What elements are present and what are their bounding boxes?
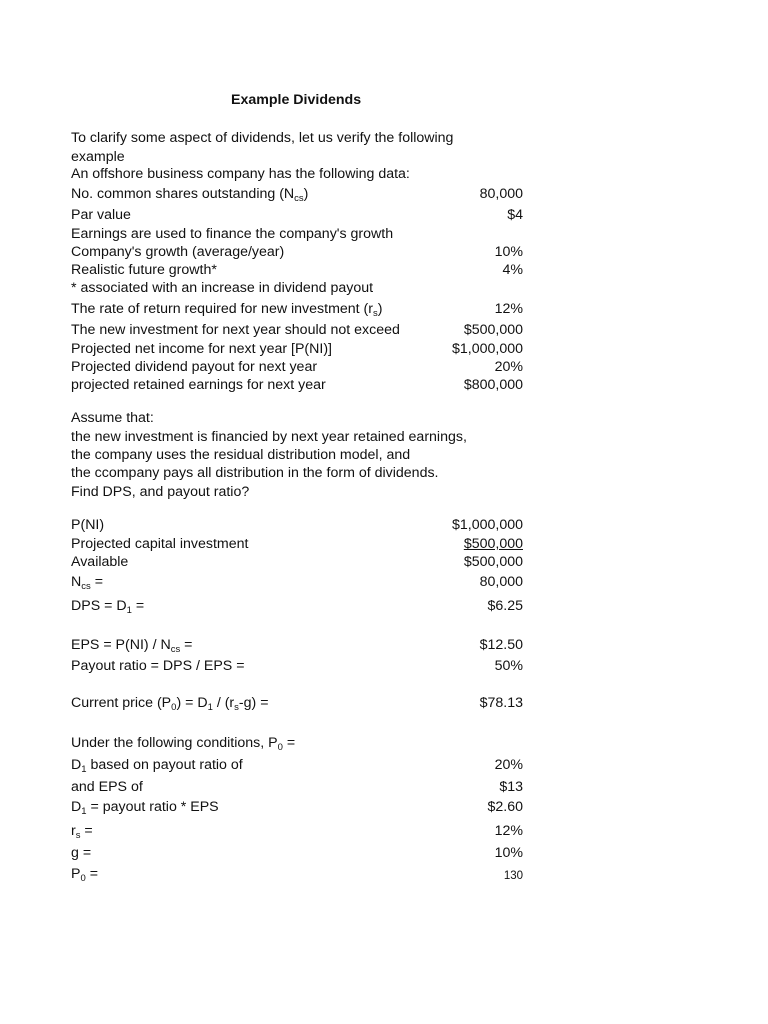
assume-line-4: the ccompany pays all distribution in the form of dividends.: [71, 465, 439, 481]
investment-value: $500,000: [463, 322, 523, 338]
rate-value: 12%: [494, 301, 523, 317]
ncs-label: $N_{cs}$ =: [71, 574, 103, 592]
future-growth-row: [71, 261, 523, 279]
rs-label: $r_s$ =: [71, 823, 93, 841]
shares-label: No. common shares outstanding $(N_{cs})$: [71, 186, 309, 204]
g-row: [71, 844, 523, 862]
growth-label: Company's growth (average/year): [71, 244, 285, 260]
rs-row: [71, 822, 523, 840]
d1-formula-label: $D_1$ = payout ratio * EPS: [71, 799, 219, 817]
future-growth-value: 4%: [502, 262, 523, 278]
d1-payout-row: [71, 756, 523, 774]
investment-row: [71, 321, 523, 339]
intro-line-3: An offshore business company has the following data:: [71, 166, 410, 182]
ncs-value: 80,000: [479, 574, 523, 590]
growth-row: [71, 243, 523, 261]
d1-formula-row: [71, 798, 523, 816]
eps-row: [71, 636, 523, 654]
payout-value: 20%: [494, 359, 523, 375]
shares-value: 80,000: [479, 186, 523, 202]
d1-payout-value: 20%: [494, 757, 523, 773]
net-income-value: $1,000,000: [451, 341, 523, 357]
rate-row: [71, 300, 523, 318]
current-price-row: [71, 694, 523, 712]
available-label: Available: [71, 554, 129, 570]
available-row: [71, 553, 523, 571]
payout-ratio-label: Payout ratio = DPS / EPS =: [71, 658, 245, 674]
pni-row: [71, 516, 523, 534]
payout-label: Projected dividend payout for next year: [71, 359, 318, 375]
investment-label: The new investment for next year should not exceed: [71, 322, 400, 338]
shares-row: [71, 185, 523, 203]
d1-formula-value: $2.60: [487, 799, 523, 815]
earnings-note: Earnings are used to finance the company's growth: [71, 226, 394, 242]
g-value: 10%: [494, 845, 523, 861]
rate-label: The rate of return required for new investment $(r_s)$: [71, 301, 383, 319]
available-value: $500,000: [463, 554, 523, 570]
assume-line-5: Find DPS, and payout ratio?: [71, 484, 250, 500]
intro-line-2: example: [71, 149, 125, 165]
intro-line-1: To clarify some aspect of dividends, let us verify the following: [71, 130, 454, 146]
payout-row: [71, 358, 523, 376]
assume-line-1: Assume that:: [71, 410, 154, 426]
current-price-label: Current price $(P_0) = D_1 / (r_s-g)$ =: [71, 695, 269, 713]
p0-row: [71, 865, 523, 883]
dps-value: $6.25: [487, 598, 523, 614]
current-price-value: $78.13: [479, 695, 523, 711]
payout-ratio-value: 50%: [494, 658, 523, 674]
retained-row: [71, 376, 523, 394]
page-title: Example Dividends: [231, 92, 362, 108]
assume-line-2: the new investment is financied by next year retained earnings,: [71, 429, 467, 445]
pni-label: P(NI): [71, 517, 105, 533]
future-growth-label: Realistic future growth*: [71, 262, 217, 278]
cond-eps-row: [71, 778, 523, 796]
eps-value: $12.50: [479, 637, 523, 653]
growth-value: 10%: [494, 244, 523, 260]
par-row: [71, 206, 523, 224]
cond-eps-value: $13: [499, 779, 523, 795]
capital-investment-label: Projected capital investment: [71, 536, 249, 552]
par-value: $4: [507, 207, 523, 223]
net-income-row: [71, 340, 523, 358]
eps-label: EPS = $P(NI) / N_{cs}$ =: [71, 637, 193, 655]
rs-value: 12%: [494, 823, 523, 839]
pni-value: $1,000,000: [451, 517, 523, 533]
footnote: * associated with an increase in dividend payout: [71, 280, 374, 296]
d1-payout-label: $D_1$ based on payout ratio of: [71, 757, 243, 775]
dps-label: DPS = $D_1$ =: [71, 598, 145, 616]
payout-ratio-row: [71, 657, 523, 675]
retained-label: projected retained earnings for next year: [71, 377, 326, 393]
p0-value: 130: [503, 870, 523, 882]
g-label: g =: [71, 845, 92, 861]
net-income-label: Projected net income for next year [P(NI)]: [71, 341, 333, 357]
par-label: Par value: [71, 207, 131, 223]
cond-eps-label: and EPS of: [71, 779, 143, 795]
assume-line-3: the company uses the residual distribution model, and: [71, 447, 411, 463]
p0-label: $P_0$ =: [71, 866, 98, 884]
retained-value: $800,000: [463, 377, 523, 393]
dps-row: [71, 597, 523, 615]
capital-investment-row: [71, 535, 523, 553]
conditions-heading: Under the following conditions, $P_0$ =: [71, 735, 296, 753]
capital-investment-value: $500,000: [463, 536, 523, 552]
ncs-row: [71, 573, 523, 591]
